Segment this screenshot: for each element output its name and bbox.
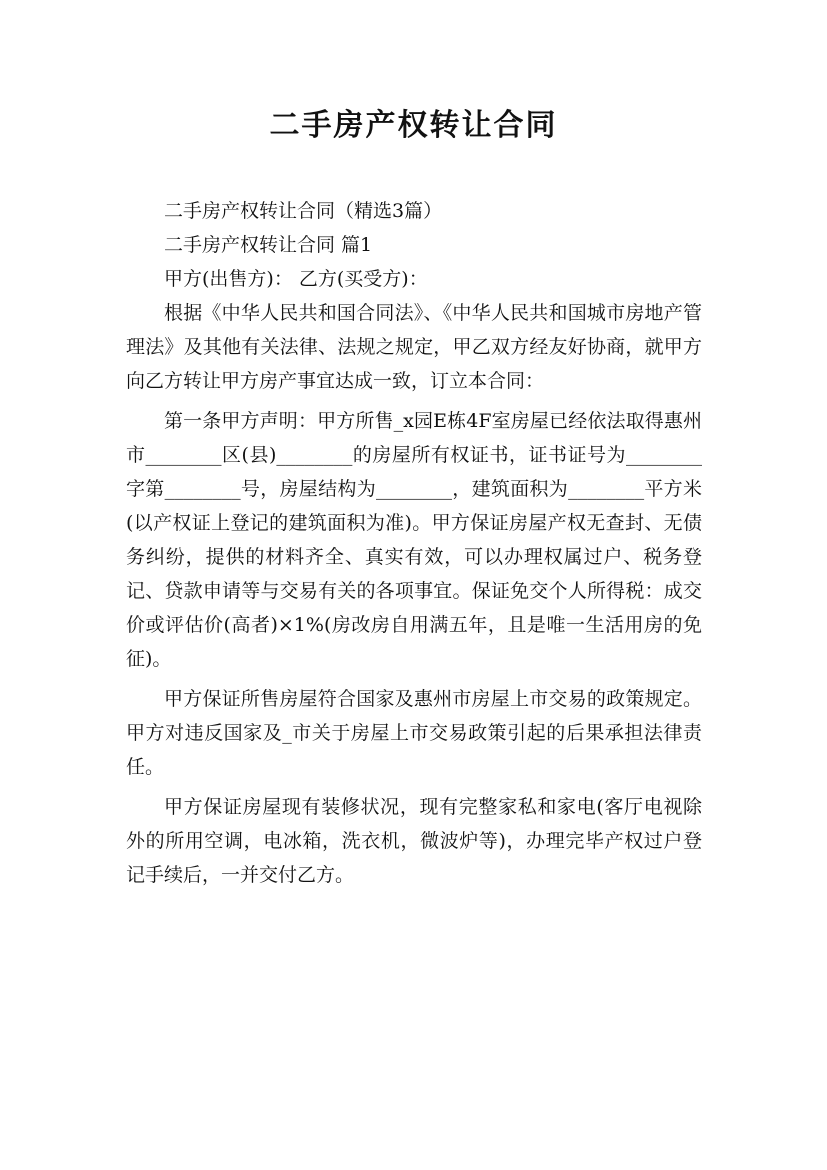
paragraph-section-heading: 二手房产权转让合同 篇1 bbox=[164, 234, 373, 256]
document-title: 二手房产权转让合同 bbox=[269, 108, 558, 143]
paragraph-preamble: 根据《中华人民共和国合同法》、《中华人民共和国城市房地产管理法》及其他有关法律、法规之规定，甲乙双方经友好协商，就甲方向乙方转让甲方房产事宜达成一致，订立本合同： bbox=[126, 302, 702, 392]
paragraph-parties: 甲方(出售方)： 乙方(买受方)： bbox=[164, 268, 428, 290]
paragraph-furnishing-guarantee: 甲方保证房屋现有装修状况，现有完整家私和家电(客厅电视除外的所用空调，电冰箱，洗衣机，微波炉等)，办理完毕产权过户登记手续后，一并交付乙方。 bbox=[126, 796, 702, 886]
document-body bbox=[126, 194, 702, 892]
paragraph-article-one: 第一条甲方声明：甲方所售_x园E栋4F室房屋已经依法取得惠州市________区(县)________的房屋所有权证书，证书证号为________字第________号，房屋结构为________，建筑面积为________平方米(以产权证上登记的建筑面积为准)。甲方保证房屋产权无查封、无债务纠纷，提供的材料齐全、真实有效，可以办理权属过户、税务登记、贷款申请等与交易有关的各项事宜。保证免交个人所得税：成交价或评估价(高者)×1%(房改房自用满五年，且是唯一生活用房的免征)。 bbox=[126, 410, 702, 670]
paragraph-policy-guarantee: 甲方保证所售房屋符合国家及惠州市房屋上市交易的政策规定。甲方对违反国家及_市关于房屋上市交易政策引起的后果承担法律责任。 bbox=[126, 688, 702, 778]
paragraph-collection-title: 二手房产权转让合同（精选3篇） bbox=[164, 200, 443, 222]
